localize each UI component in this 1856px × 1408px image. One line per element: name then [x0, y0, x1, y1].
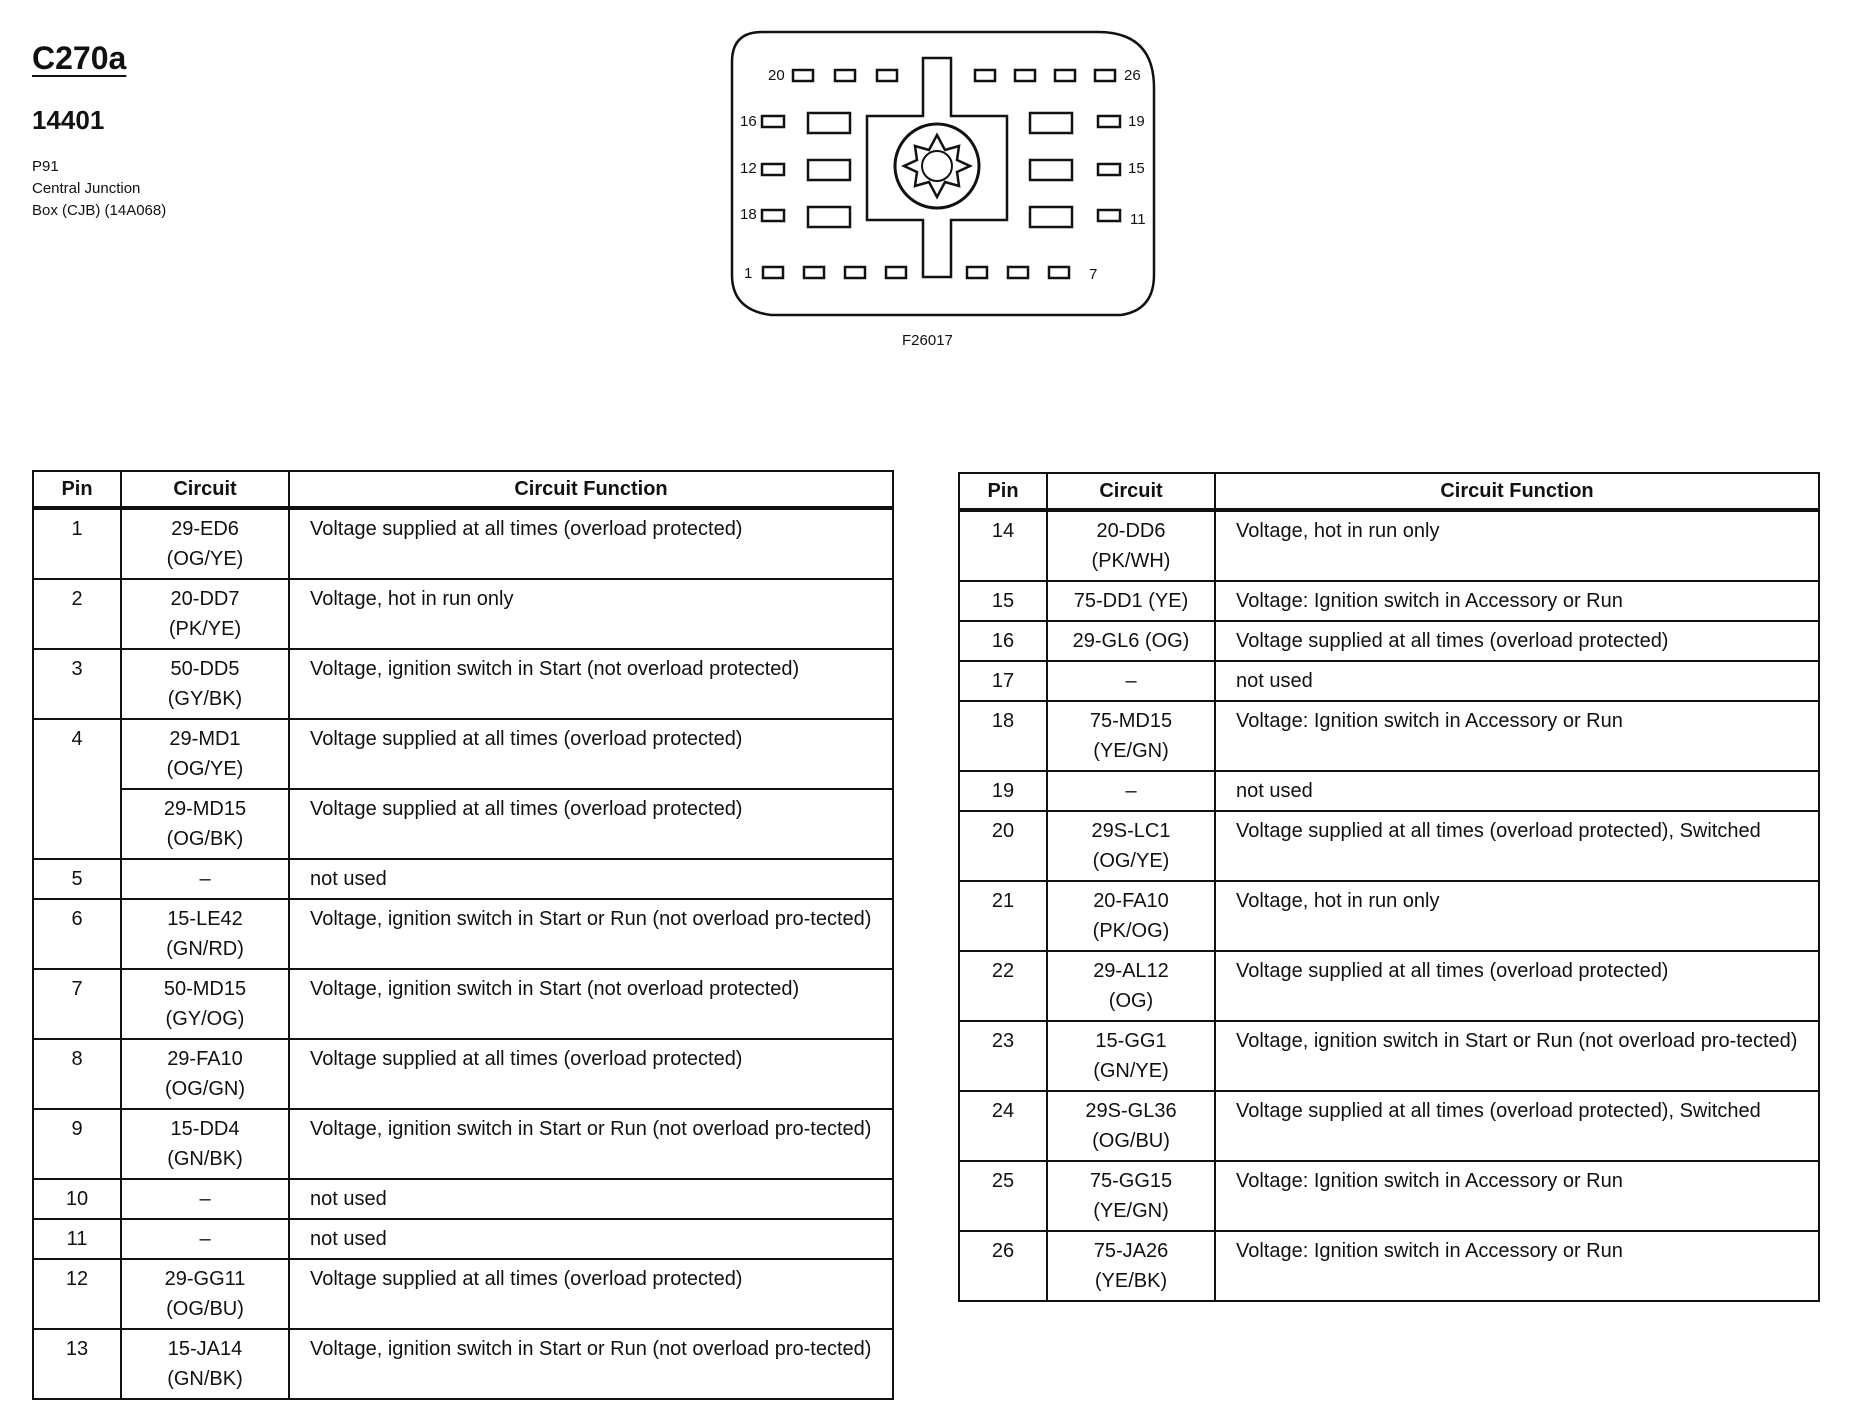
- locking-hub-icon: [895, 124, 979, 208]
- table-row: [33, 649, 893, 719]
- circuit-line: (YE/GN): [1093, 1200, 1169, 1222]
- pin-label: 7: [1089, 266, 1098, 283]
- pin-number: 17: [959, 661, 1047, 701]
- circuit-function: Voltage, ignition switch in Start (not overload protected): [289, 649, 893, 719]
- table-row: [33, 1039, 893, 1109]
- circuit-line: (OG/BU): [1092, 1130, 1170, 1152]
- circuit-line: –: [199, 1188, 211, 1210]
- circuit-function: Voltage: Ignition switch in Accessory or Run: [1215, 581, 1819, 621]
- table-row: [33, 1329, 893, 1399]
- circuit-line: 29-MD1: [169, 728, 241, 750]
- connector-id: C270a: [32, 40, 127, 76]
- part-number: 14401: [32, 105, 105, 135]
- center-key-outline: [867, 58, 1007, 277]
- circuit-cell: [1047, 1231, 1215, 1301]
- circuit-line: –: [1125, 780, 1137, 802]
- pin-number: 20: [959, 811, 1047, 881]
- table-row: [959, 1021, 1819, 1091]
- pin-number: 15: [959, 581, 1047, 621]
- circuit-line: 20-DD6: [1096, 520, 1166, 542]
- circuit-line: (PK/YE): [168, 618, 242, 640]
- circuit-line: 29-ED6: [171, 518, 239, 540]
- circuit-line: 29-MD15: [163, 798, 247, 820]
- pin-number: 12: [33, 1259, 121, 1329]
- header-circuit-function: Circuit Function: [289, 471, 893, 508]
- pin-label: 18: [740, 206, 757, 223]
- circuit-line: (OG/YE): [166, 548, 244, 570]
- pin-number: 14: [959, 510, 1047, 581]
- pin-number: 4: [33, 719, 121, 859]
- pin-number: 26: [959, 1231, 1047, 1301]
- circuit-line: (PK/OG): [1092, 920, 1170, 942]
- circuit-line: (YE/GN): [1093, 740, 1169, 762]
- pin-number: 19: [959, 771, 1047, 811]
- circuit-line: (GN/BK): [167, 1368, 243, 1390]
- header-circuit: Circuit: [121, 471, 289, 508]
- circuit-line: (OG/YE): [166, 758, 244, 780]
- pin-number: 6: [33, 899, 121, 969]
- circuit-function: Voltage, ignition switch in Start or Run (not overload pro-tected): [289, 1109, 893, 1179]
- pin-number: 13: [33, 1329, 121, 1399]
- circuit-function: Voltage supplied at all times (overload protected), Switched: [1215, 811, 1819, 881]
- connector-face-svg: [726, 20, 1166, 320]
- circuit-function: Voltage, hot in run only: [1215, 881, 1819, 951]
- circuit-line: (OG/YE): [1092, 850, 1170, 872]
- circuit-line: –: [199, 868, 211, 890]
- circuit-cell: [1047, 1161, 1215, 1231]
- table-row: [959, 621, 1819, 661]
- table-row: [33, 859, 893, 899]
- circuit-function: not used: [1215, 661, 1819, 701]
- pin-number: 23: [959, 1021, 1047, 1091]
- pin-number: 22: [959, 951, 1047, 1021]
- circuit-line: 15-LE42: [167, 908, 243, 930]
- table-row: [959, 771, 1819, 811]
- circuit-function: Voltage supplied at all times (overload protected): [289, 1259, 893, 1329]
- pin-number: 24: [959, 1091, 1047, 1161]
- circuit-line: 29S-LC1: [1091, 820, 1171, 842]
- header-circuit-function: Circuit Function: [1215, 473, 1819, 510]
- table-row: [959, 951, 1819, 1021]
- pin-table-right: [958, 472, 1820, 1302]
- circuit-cell: [121, 859, 289, 899]
- circuit-function: Voltage, ignition switch in Start or Run (not overload pro-tected): [1215, 1021, 1819, 1091]
- table-row: [33, 789, 893, 859]
- circuit-line: (GN/YE): [1093, 1060, 1169, 1082]
- pin-label: 11: [1130, 211, 1146, 228]
- circuit-cell: [1047, 951, 1215, 1021]
- terminal-row-top: [793, 70, 1115, 81]
- circuit-function: Voltage, ignition switch in Start (not overload protected): [289, 969, 893, 1039]
- circuit-function: Voltage supplied at all times (overload protected), Switched: [1215, 1091, 1819, 1161]
- circuit-cell: [121, 508, 289, 579]
- table-row: [959, 510, 1819, 581]
- circuit-line: 50-DD5: [170, 658, 240, 680]
- header-pin: Pin: [959, 473, 1047, 510]
- figure-id: F26017: [902, 332, 953, 349]
- circuit-function: not used: [289, 1219, 893, 1259]
- header-circuit: Circuit: [1047, 473, 1215, 510]
- circuit-line: (GN/BK): [167, 1148, 243, 1170]
- pin-number: 2: [33, 579, 121, 649]
- circuit-cell: [121, 579, 289, 649]
- circuit-cell: [1047, 510, 1215, 581]
- circuit-line: (OG/BU): [166, 1298, 244, 1320]
- circuit-cell: [1047, 621, 1215, 661]
- circuit-function: Voltage supplied at all times (overload protected): [289, 1039, 893, 1109]
- circuit-cell: [121, 1109, 289, 1179]
- circuit-function: Voltage, ignition switch in Start or Run (not overload pro-tected): [289, 1329, 893, 1399]
- circuit-cell: [1047, 661, 1215, 701]
- pin-number: 3: [33, 649, 121, 719]
- terminal-row-bottom: [763, 267, 1069, 278]
- pin-number: 21: [959, 881, 1047, 951]
- circuit-cell: [121, 789, 289, 859]
- circuit-line: 75-GG15: [1089, 1170, 1173, 1192]
- circuit-cell: [1047, 1021, 1215, 1091]
- pin-number: 16: [959, 621, 1047, 661]
- circuit-line: (YE/BK): [1094, 1270, 1168, 1292]
- pin-number: 25: [959, 1161, 1047, 1231]
- circuit-function: Voltage supplied at all times (overload protected): [289, 719, 893, 789]
- pin-number: 1: [33, 508, 121, 579]
- circuit-line: (GY/BK): [167, 688, 243, 710]
- table-row: [959, 811, 1819, 881]
- pin-number: 18: [959, 701, 1047, 771]
- circuit-line: (GY/OG): [165, 1008, 245, 1030]
- table-row: [33, 1179, 893, 1219]
- circuit-cell: [1047, 1091, 1215, 1161]
- connector-face-diagram: [726, 20, 1166, 320]
- circuit-function: not used: [289, 1179, 893, 1219]
- circuit-function: Voltage, hot in run only: [1215, 510, 1819, 581]
- circuit-function: Voltage supplied at all times (overload protected): [1215, 951, 1819, 1021]
- circuit-cell: [121, 1039, 289, 1109]
- circuit-line: 29-FA10: [167, 1048, 243, 1070]
- circuit-line: 50-MD15: [163, 978, 247, 1000]
- pin-number: 11: [33, 1219, 121, 1259]
- header-pin: Pin: [33, 471, 121, 508]
- table-row: [959, 1091, 1819, 1161]
- circuit-cell: [121, 1179, 289, 1219]
- table-row: [33, 1259, 893, 1329]
- circuit-cell: [121, 719, 289, 789]
- table-row: [959, 1161, 1819, 1231]
- circuit-line: 29-GL6 (OG): [1072, 630, 1190, 652]
- circuit-cell: [121, 1219, 289, 1259]
- circuit-line: –: [199, 1228, 211, 1250]
- table-row: [959, 881, 1819, 951]
- circuit-line: 15-DD4: [170, 1118, 240, 1140]
- circuit-cell: [1047, 701, 1215, 771]
- pin-label: 20: [768, 67, 785, 84]
- circuit-function: Voltage: Ignition switch in Accessory or Run: [1215, 1231, 1819, 1301]
- pin-number: 7: [33, 969, 121, 1039]
- connector-header: [32, 40, 166, 222]
- circuit-function: not used: [289, 859, 893, 899]
- circuit-cell: [1047, 811, 1215, 881]
- circuit-cell: [121, 899, 289, 969]
- circuit-cell: [121, 649, 289, 719]
- circuit-line: (OG): [1108, 990, 1154, 1012]
- table-row: [959, 1231, 1819, 1301]
- table-row: [33, 1109, 893, 1179]
- pin-number: 8: [33, 1039, 121, 1109]
- pin-number: 5: [33, 859, 121, 899]
- pin-label: 26: [1124, 67, 1141, 84]
- circuit-line: (PK/WH): [1091, 550, 1171, 572]
- circuit-cell: [121, 1259, 289, 1329]
- circuit-function: not used: [1215, 771, 1819, 811]
- circuit-line: 15-JA14: [167, 1338, 243, 1360]
- table-row: [33, 719, 893, 789]
- circuit-function: Voltage, hot in run only: [289, 579, 893, 649]
- circuit-cell: [1047, 771, 1215, 811]
- table-row: [33, 1219, 893, 1259]
- table-row: [33, 899, 893, 969]
- circuit-function: Voltage supplied at all times (overload protected): [1215, 621, 1819, 661]
- table-row: [959, 581, 1819, 621]
- circuit-function: Voltage supplied at all times (overload protected): [289, 789, 893, 859]
- pin-number: 9: [33, 1109, 121, 1179]
- circuit-line: 75-JA26: [1093, 1240, 1169, 1262]
- circuit-line: 29S-GL36: [1085, 1100, 1177, 1122]
- pin-number: 10: [33, 1179, 121, 1219]
- table-row: [33, 969, 893, 1039]
- pin-table-left: [32, 470, 894, 1400]
- circuit-function: Voltage: Ignition switch in Accessory or Run: [1215, 1161, 1819, 1231]
- circuit-line: 29-AL12: [1093, 960, 1169, 982]
- description-line: Box (CJB) (14A068): [32, 202, 167, 219]
- circuit-line: (GN/RD): [166, 938, 244, 960]
- pin-label: 16: [740, 113, 757, 130]
- circuit-line: 75-MD15: [1089, 710, 1173, 732]
- circuit-line: –: [1125, 670, 1137, 692]
- circuit-line: 20-FA10: [1093, 890, 1169, 912]
- table-header-row: [33, 471, 893, 508]
- pin-label: 12: [740, 160, 757, 177]
- terminal-large-cavities: [808, 113, 1072, 227]
- circuit-line: 15-GG1: [1095, 1030, 1167, 1052]
- circuit-cell: [121, 969, 289, 1039]
- table-row: [959, 661, 1819, 701]
- circuit-line: 29-GG11: [164, 1268, 246, 1290]
- pin-label: 15: [1128, 160, 1145, 177]
- circuit-cell: [1047, 581, 1215, 621]
- circuit-line: 75-DD1 (YE): [1073, 590, 1189, 612]
- description-line: P91: [32, 158, 59, 175]
- description-line: Central Junction: [32, 180, 141, 197]
- circuit-line: (OG/GN): [165, 1078, 245, 1100]
- pin-label: 19: [1128, 113, 1145, 130]
- circuit-cell: [121, 1329, 289, 1399]
- circuit-function: Voltage supplied at all times (overload protected): [289, 508, 893, 579]
- circuit-function: Voltage: Ignition switch in Accessory or Run: [1215, 701, 1819, 771]
- table-header-row: [959, 473, 1819, 510]
- circuit-function: Voltage, ignition switch in Start or Run (not overload pro-tected): [289, 899, 893, 969]
- table-row: [33, 579, 893, 649]
- circuit-cell: [1047, 881, 1215, 951]
- connector-description: [32, 156, 166, 222]
- pin-label: 1: [744, 265, 753, 282]
- table-row: [33, 508, 893, 579]
- circuit-line: 20-DD7: [170, 588, 240, 610]
- circuit-line: (OG/BK): [166, 828, 244, 850]
- table-row: [959, 701, 1819, 771]
